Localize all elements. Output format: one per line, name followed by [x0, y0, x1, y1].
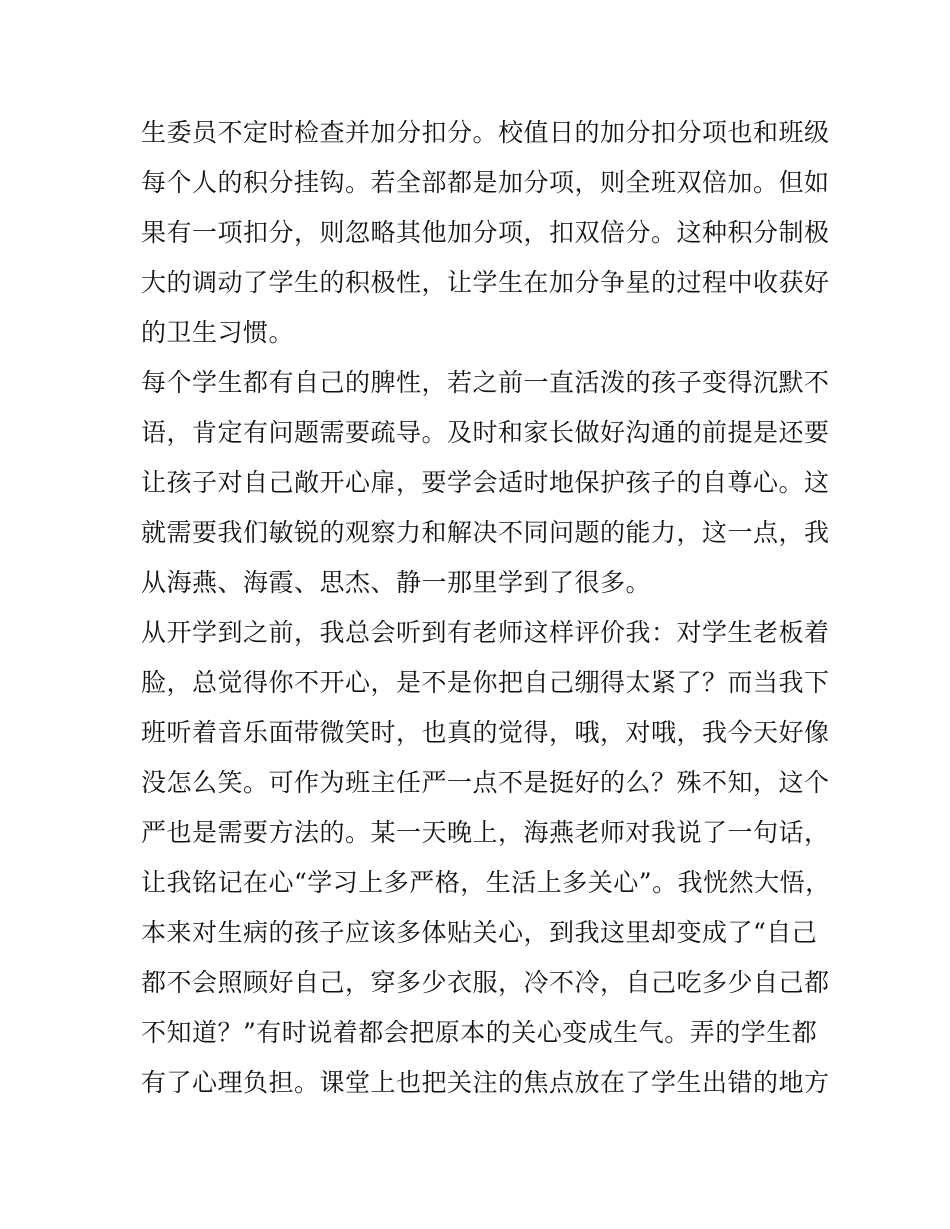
text-line: 从海燕、海霞、思杰、静一那里学到了很多。: [141, 568, 652, 597]
text-line: 严也是需要方法的。某一天晚上，海燕老师对我说了一句话，: [141, 818, 830, 847]
text-line: 的卫生习惯。: [141, 318, 295, 347]
text-line: 班听着音乐面带微笑时，也真的觉得，哦，对哦，我今天好像: [141, 718, 830, 747]
text-line: 从开学到之前，我总会听到有老师这样评价我：对学生老板着: [141, 618, 830, 647]
text-line: 就需要我们敏锐的观察力和解决不同问题的能力，这一点，我: [141, 518, 830, 547]
text-line: 没怎么笑。可作为班主任严一点不是挺好的么？殊不知，这个: [141, 768, 830, 797]
text-line: 果有一项扣分，则忽略其他加分项，扣双倍分。这种积分制极: [141, 218, 830, 247]
paragraph-strict-and-caring: [141, 608, 831, 1108]
paragraph-student-temperament: [141, 358, 830, 608]
text-line: 每个学生都有自己的脾性，若之前一直活泼的孩子变得沉默不: [141, 368, 830, 397]
document-body: [141, 108, 831, 1108]
text-line: 大的调动了学生的积极性，让学生在加分争星的过程中收获好: [141, 268, 830, 297]
text-line: 让我铭记在心“学习上多严格，生活上多关心”。我恍然大悟，: [141, 868, 831, 897]
text-line: 不知道？”有时说着都会把原本的关心变成生气。弄的学生都: [141, 1018, 818, 1047]
text-line: 每个人的积分挂钩。若全部都是加分项，则全班双倍加。但如: [141, 168, 830, 197]
text-line: 让孩子对自己敞开心扉，要学会适时地保护孩子的自尊心。这: [141, 468, 830, 497]
text-line: 生委员不定时检查并加分扣分。校值日的加分扣分项也和班级: [141, 118, 830, 147]
text-line: 本来对生病的孩子应该多体贴关心，到我这里却变成了“自己: [141, 918, 818, 947]
text-line: 脸，总觉得你不开心，是不是你把自己绷得太紧了？而当我下: [141, 668, 830, 697]
text-line: 都不会照顾好自己，穿多少衣服，冷不冷，自己吃多少自己都: [141, 968, 830, 997]
text-line: 有了心理负担。课堂上也把关注的焦点放在了学生出错的地方: [141, 1068, 830, 1097]
paragraph-hygiene-points: [141, 108, 830, 358]
text-line: 语，肯定有问题需要疏导。及时和家长做好沟通的前提是还要: [141, 418, 830, 447]
